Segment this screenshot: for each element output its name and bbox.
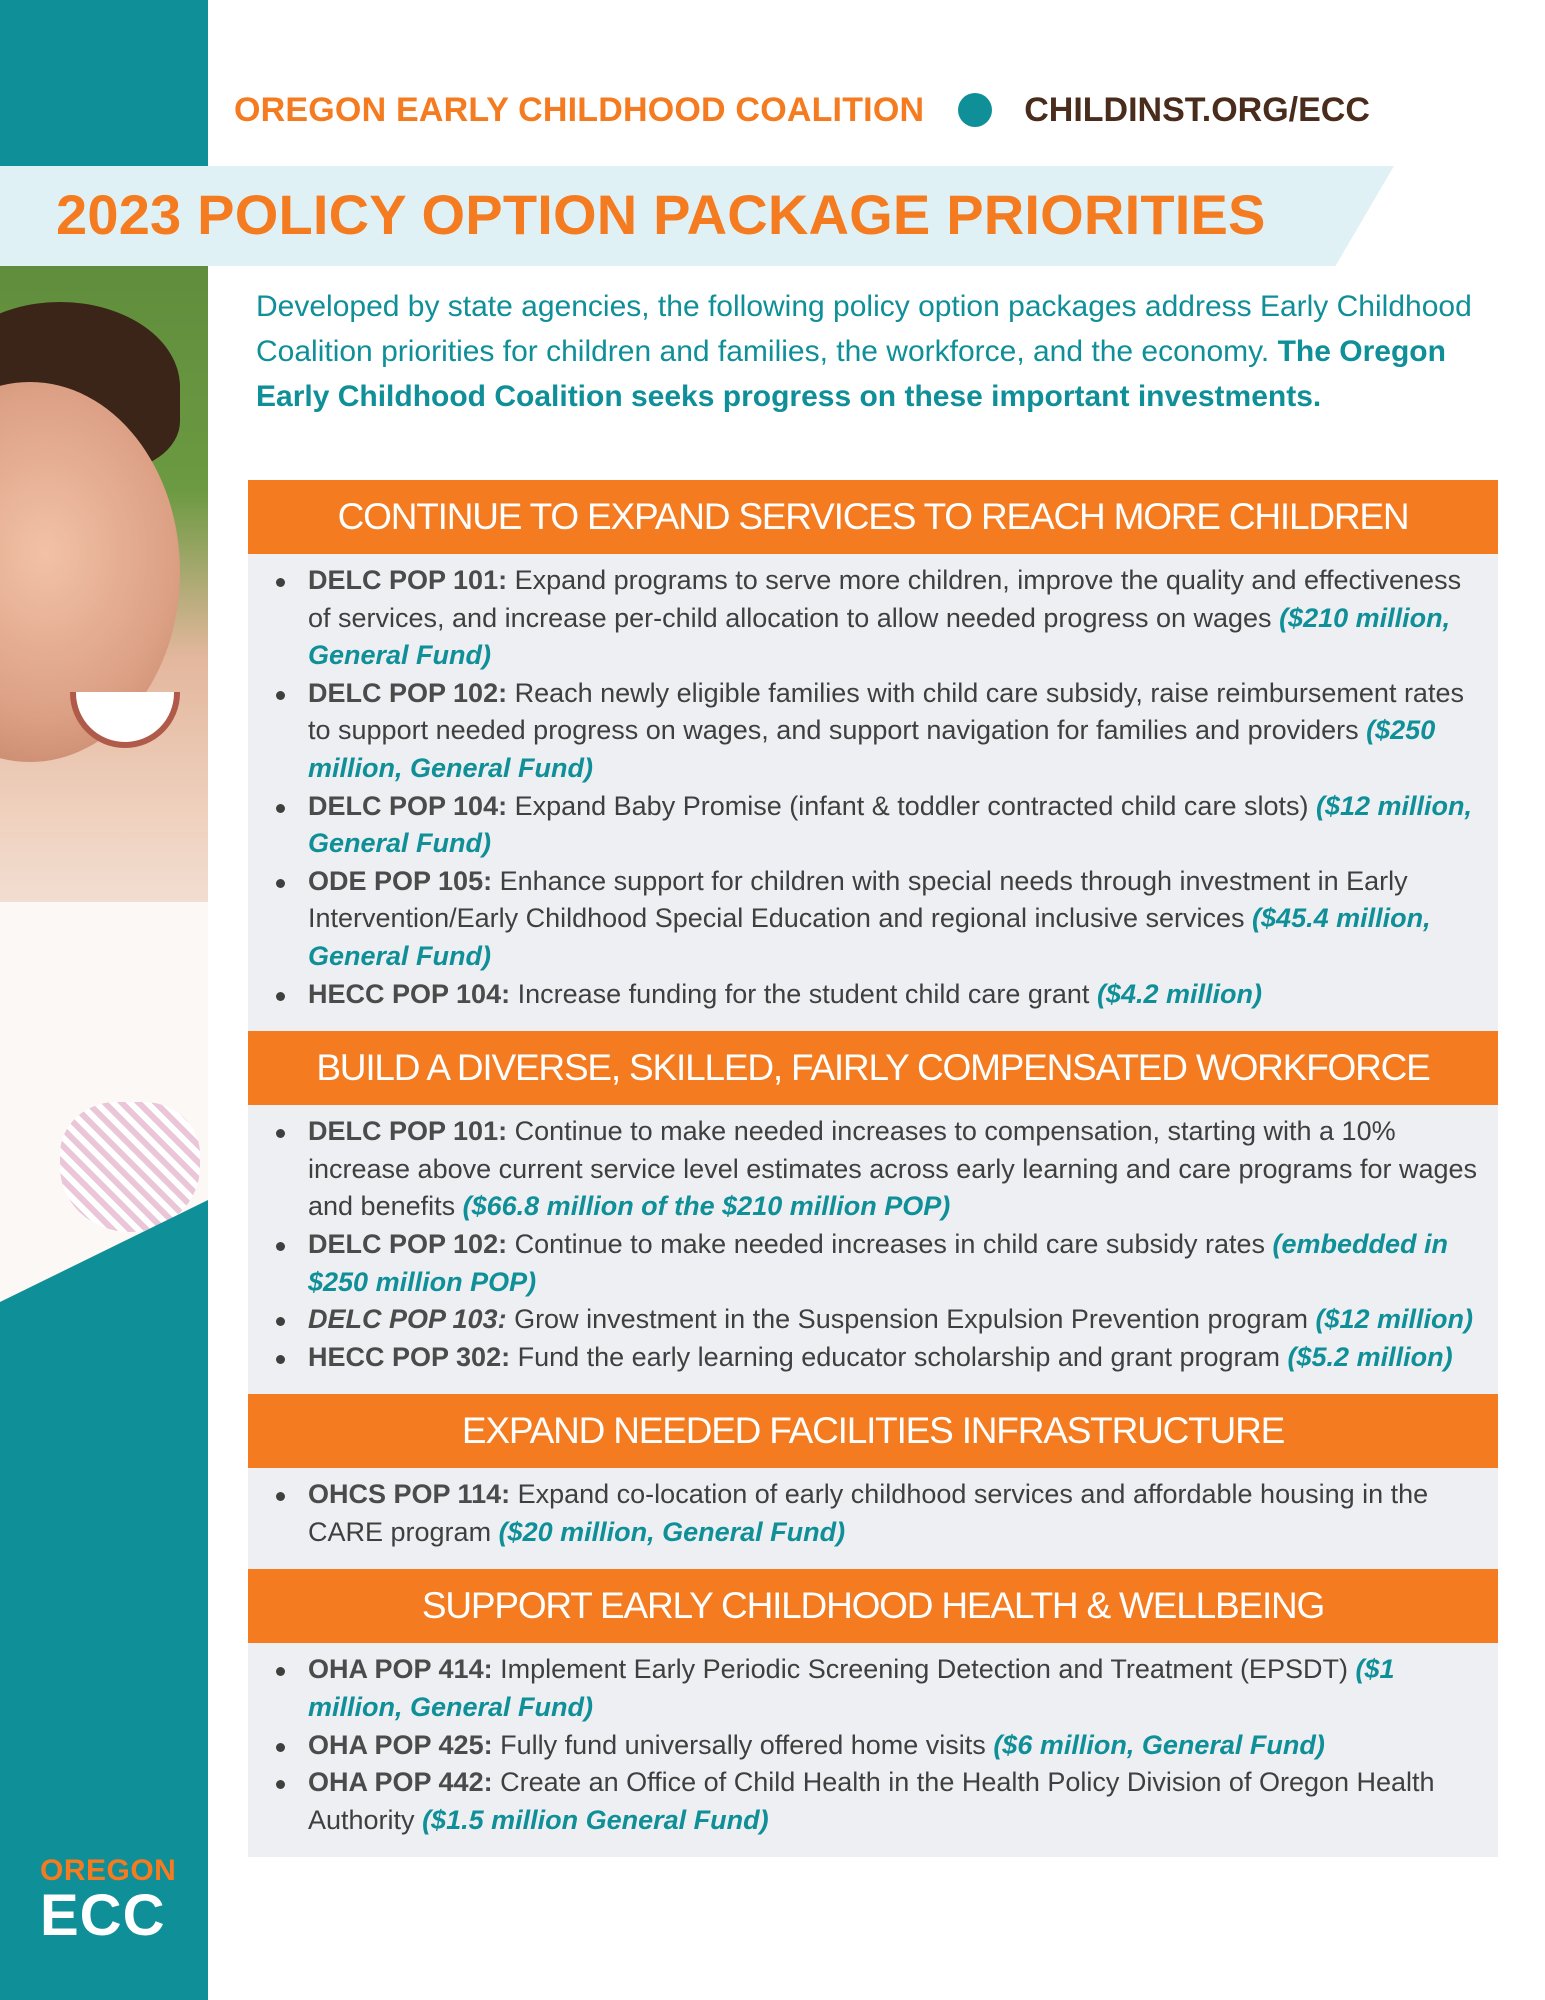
logo-top-text: OREGON bbox=[40, 1854, 177, 1887]
pop-code: OHCS POP 114: bbox=[308, 1479, 511, 1510]
pop-code: HECC POP 104: bbox=[308, 978, 511, 1009]
list-item bbox=[298, 863, 1478, 976]
pop-amount: ($1.5 million General Fund) bbox=[422, 1804, 769, 1835]
pop-amount: ($1 million, General Fund) bbox=[308, 1654, 1395, 1723]
page-title: 2023 POLICY OPTION PACKAGE PRIORITIES bbox=[56, 183, 1266, 246]
list-item bbox=[298, 1476, 1478, 1551]
pop-amount: (embedded in $250 million POP) bbox=[308, 1228, 1449, 1297]
pop-description: Continue to make needed increases to compensation, starting with a 10% increase above current service level estimates across early learning and care programs for wages and benefits bbox=[308, 1116, 1478, 1222]
pop-amount: ($12 million, General Fund) bbox=[308, 790, 1473, 859]
pop-amount: ($12 million) bbox=[1315, 1304, 1474, 1335]
pop-description: Enhance support for children with special needs through investment in Early Intervention/Early Childhood Special Education and regional inclusive services bbox=[308, 865, 1408, 934]
logo-bottom-text: ECC bbox=[40, 1883, 166, 1948]
section-heading: SUPPORT EARLY CHILDHOOD HEALTH & WELLBEING bbox=[248, 1569, 1498, 1643]
pop-description: Fund the early learning educator scholarship and grant program bbox=[510, 1341, 1288, 1372]
pop-code: OHA POP 414: bbox=[308, 1654, 493, 1685]
intro-bold-text: The Oregon Early Childhood Coalition seeks progress on these important investments. bbox=[256, 335, 1446, 413]
section-workforce bbox=[248, 1031, 1498, 1394]
pop-code: DELC POP 103: bbox=[308, 1304, 507, 1335]
pop-amount: ($4.2 million) bbox=[1096, 978, 1262, 1009]
pop-description: Expand co-location of early childhood services and affordable housing in the CARE program bbox=[308, 1479, 1429, 1547]
list-item bbox=[298, 1301, 1478, 1339]
pop-amount: ($250 million, General Fund) bbox=[308, 715, 1436, 783]
intro-paragraph bbox=[256, 284, 1496, 419]
list-item bbox=[298, 1727, 1478, 1765]
section-heading: CONTINUE TO EXPAND SERVICES TO REACH MORE CHILDREN bbox=[248, 480, 1498, 554]
pop-amount: ($66.8 million of the $210 million POP) bbox=[462, 1191, 951, 1222]
separator-dot-icon bbox=[958, 93, 992, 127]
section-heading: BUILD A DIVERSE, SKILLED, FAIRLY COMPENSATED WORKFORCE bbox=[248, 1031, 1498, 1105]
pop-code: DELC POP 101: bbox=[308, 565, 508, 595]
section-list bbox=[248, 1105, 1498, 1394]
section-expand-services bbox=[248, 480, 1498, 1031]
pop-code: DELC POP 101: bbox=[308, 1116, 508, 1147]
child-photo bbox=[0, 262, 208, 1302]
list-item bbox=[298, 788, 1478, 863]
pop-amount: ($20 million, General Fund) bbox=[498, 1516, 846, 1547]
pop-description: Grow investment in the Suspension Expulsion Prevention program bbox=[506, 1304, 1316, 1335]
pop-description: Fully fund universally offered home visits bbox=[492, 1729, 994, 1760]
pop-description: Implement Early Periodic Screening Detection and Treatment (EPSDT) bbox=[492, 1654, 1356, 1685]
list-item bbox=[298, 1651, 1478, 1726]
org-name: OREGON EARLY CHILDHOOD COALITION bbox=[234, 90, 925, 129]
list-item bbox=[298, 1226, 1478, 1301]
list-item bbox=[298, 1113, 1478, 1226]
section-health bbox=[248, 1569, 1498, 1857]
pop-amount: ($45.4 million, General Fund) bbox=[308, 903, 1431, 971]
list-item bbox=[298, 976, 1478, 1014]
pop-code: DELC POP 102: bbox=[308, 677, 508, 708]
priorities-content bbox=[248, 480, 1498, 1857]
pop-code: DELC POP 104: bbox=[308, 790, 508, 821]
left-decor-column bbox=[0, 0, 208, 2000]
section-heading: EXPAND NEEDED FACILITIES INFRASTRUCTURE bbox=[248, 1394, 1498, 1468]
pop-description: Expand programs to serve more children, improve the quality and effectiveness of services, and increase per-child allocation to allow needed progress on wages bbox=[308, 565, 1462, 633]
pop-code: DELC POP 102: bbox=[308, 1228, 508, 1259]
oregon-ecc-logo bbox=[40, 1854, 190, 1948]
page-header bbox=[234, 88, 1370, 132]
pop-code: ODE POP 105: bbox=[308, 865, 493, 896]
list-item bbox=[298, 675, 1478, 788]
site-url: CHILDINST.ORG/ECC bbox=[1024, 90, 1370, 129]
teal-block-top bbox=[0, 0, 208, 168]
pop-description: Create an Office of Child Health in the Health Policy Division of Oregon Health Authority bbox=[308, 1767, 1435, 1835]
list-item bbox=[298, 1764, 1478, 1839]
list-item bbox=[298, 1339, 1478, 1377]
pop-description: Reach newly eligible families with child care subsidy, raise reimbursement rates to support needed progress on wages, and support navigation for families and providers bbox=[308, 677, 1464, 746]
pop-description: Expand Baby Promise (infant & toddler contracted child care slots) bbox=[507, 790, 1316, 821]
pop-amount: ($6 million, General Fund) bbox=[993, 1729, 1325, 1760]
pop-code: OHA POP 425: bbox=[308, 1729, 493, 1760]
pop-amount: ($210 million, General Fund) bbox=[308, 602, 1451, 671]
section-list bbox=[248, 1468, 1498, 1569]
pop-code: HECC POP 302: bbox=[308, 1341, 511, 1372]
list-item bbox=[298, 562, 1478, 675]
section-list bbox=[248, 554, 1498, 1031]
pop-code: OHA POP 442: bbox=[308, 1767, 493, 1798]
pop-description: Continue to make needed increases in child care subsidy rates bbox=[507, 1228, 1273, 1259]
section-facilities bbox=[248, 1394, 1498, 1569]
section-list bbox=[248, 1643, 1498, 1857]
pop-description: Increase funding for the student child care grant bbox=[510, 978, 1097, 1009]
intro-text: Developed by state agencies, the following policy option packages address Early Childhood Coalition priorities for children and families, the workforce, and the economy. bbox=[256, 290, 1472, 368]
pop-amount: ($5.2 million) bbox=[1287, 1341, 1453, 1372]
photo-heart-patch bbox=[60, 1102, 200, 1232]
